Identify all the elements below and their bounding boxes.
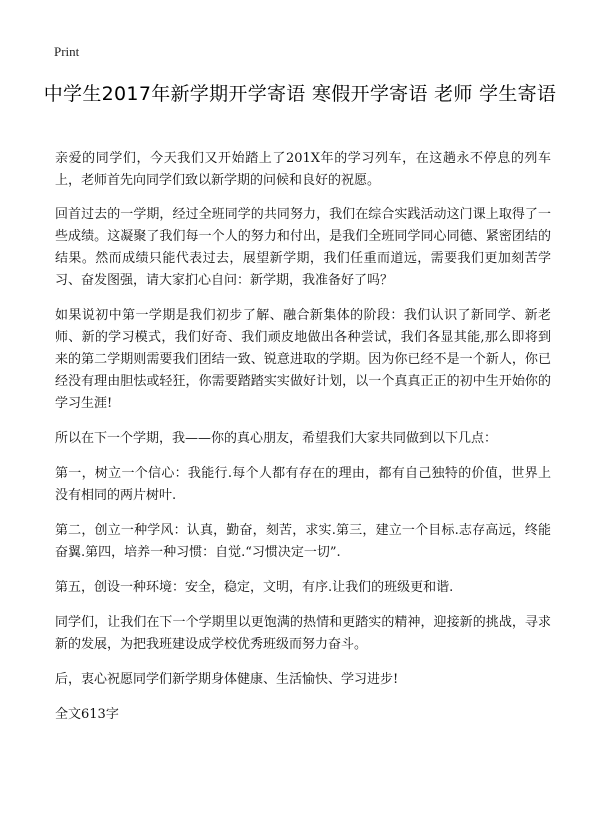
paragraph-second-semester: 如果说初中第一学期是我们初步了解、融合新集体的阶段：我们认识了新同学、新老师、新的学习模式，我们好奇、我们顽皮地做出各种尝试，我们各显其能,那么即将到来的第二学期则需要我们团结一致、锐意进取的学期。因为你已经不是一个新人，你已经没有理由胆怯或轻狂，你需要踏踏实实做好计划，以一个真真正正的初中生开始你的学习生涯! <box>55 308 551 411</box>
document-body <box>55 148 551 726</box>
paragraph-review: 回首过去的一学期，经过全班同学的共同努力，我们在综合实践活动这门课上取得了一些成绩。这凝聚了我们每一个人的努力和付出，是我们全班同学同心同德、紧密团结的结果。然而成绩只能代表过去，展望新学期，我们任重而道远，需要我们更加刻苦学习、奋发图强，请大家扪心自问：新学期，我准备好了吗？ <box>55 207 551 288</box>
paragraph-point-one: 第一，树立一个信心：我能行.每个人都有存在的理由，都有自己独特的价值，世界上没有相同的两片树叶. <box>55 466 551 503</box>
paragraph-point-five: 第五，创设一种环境：安全，稳定，文明，有序.让我们的班级更和谐. <box>55 580 454 595</box>
word-count: 全文613字 <box>55 707 119 722</box>
paragraph-encouragement: 同学们，让我们在下一个学期里以更饱满的热情和更踏实的精神，迎接新的挑战，寻求新的发展，为把我班建设成学校优秀班级而努力奋斗。 <box>55 615 551 652</box>
paragraph-greeting: 亲爱的同学们，今天我们又开始踏上了201X年的学习列车，在这趟永不停息的列车上，老师首先向同学们致以新学期的问候和良好的祝愿。 <box>55 151 551 188</box>
paragraph-intro-points: 所以在下一个学期，我——你的真心朋友，希望我们大家共同做到以下几点： <box>55 431 498 446</box>
paragraph-closing-wishes: 后，衷心祝愿同学们新学期身体健康、生活愉快、学习进步! <box>55 672 399 687</box>
print-label: Print <box>54 44 80 59</box>
paragraph-points-two-to-four: 第二，创立一种学风：认真，勤奋，刻苦，求实.第三，建立一个目标.志存高远，终能奋翼.第四，培养一种习惯：自觉.“习惯决定一切”. <box>55 523 551 560</box>
document-title: 中学生2017年新学期开学寄语 寒假开学寄语 老师 学生寄语 <box>43 83 557 105</box>
